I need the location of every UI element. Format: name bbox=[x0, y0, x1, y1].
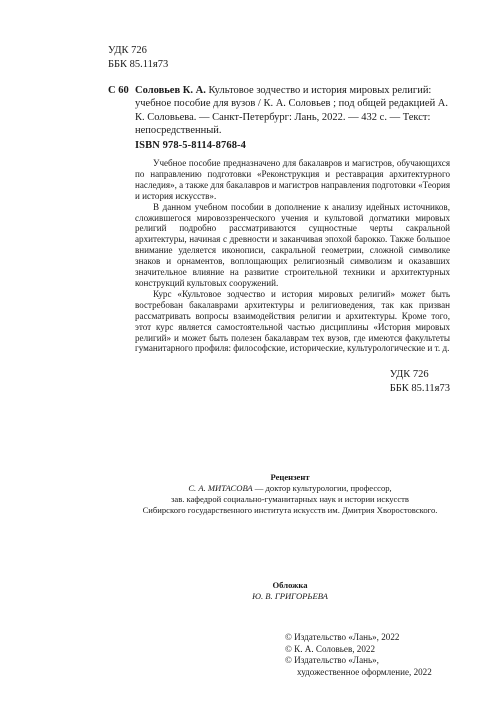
copyright-block bbox=[285, 632, 432, 678]
cover-designer: Ю. В. ГРИГОРЬЕВА bbox=[252, 591, 328, 601]
bibliographic-description bbox=[135, 84, 458, 138]
annotation-paragraph: Курс «Культовое зодчество и история мировых религий» может быть востребован бакалаврами архитектуры и религиоведения, так как призван рассматривать вопросы взаимодействия религии и архитектуры. Кроме того, этот курс является самостоятельной частью дисциплины «История мировых религий» и может быть полезен бакалаврам тех вузов, где имеются факультеты гуманитарного профиля: философские, исторические, культурологические и т. д. bbox=[135, 288, 450, 354]
isbn: ISBN 978-5-8114-8768-4 bbox=[135, 140, 246, 151]
reviewer-line bbox=[120, 483, 460, 494]
reviewer-heading: Рецензент bbox=[270, 472, 310, 482]
bbk-code: ББК 85.11я73 bbox=[389, 383, 450, 394]
bbk-code: ББК 85.11я73 bbox=[108, 59, 169, 70]
reviewer-position: зав. кафедрой социально-гуманитарных наук и истории искусств bbox=[170, 494, 409, 504]
udk-bbk-bottom bbox=[390, 368, 450, 396]
copyright-line: © Издательство «Лань», 2022 bbox=[285, 632, 400, 642]
udk-code: УДК 726 bbox=[108, 45, 147, 56]
annotation bbox=[135, 158, 450, 354]
bibliographic-record bbox=[108, 84, 458, 138]
reviewer-credentials: — доктор культурологии, профессор, bbox=[252, 483, 392, 493]
author-sign: С 60 bbox=[108, 85, 129, 96]
cover-heading: Обложка bbox=[272, 580, 308, 590]
reviewer-block bbox=[120, 472, 460, 516]
annotation-paragraph: В данном учебном пособии в дополнение к анализу идейных источников, сложившегося мировоззренческого учения и культовой догматики мировых религий подробно рассматриваются сущностные черты сакральной архитектуры, начиная с древности и заканчивая эпохой барокко. Также большое внимание уделяется иконописи, сакральной геометрии, сложной символике знаков и орнаментов, воплощающих религиозный символизм и оказавших значительное влияние на развитие строительной техники и архитектурных конструкций культовых сооружений. bbox=[135, 201, 450, 288]
copyright-line: художественное оформление, 2022 bbox=[297, 666, 432, 677]
udk-code: УДК 726 bbox=[389, 369, 429, 380]
reviewer-name: С. А. МИТАСОВА bbox=[188, 483, 253, 493]
udk-bbk-top bbox=[108, 44, 168, 72]
reviewer-institution: Сибирского государственного института искусств им. Дмитрия Хворостовского. bbox=[142, 505, 438, 515]
copyright-line: © Издательство «Лань», bbox=[285, 655, 379, 666]
title-description: Культовое зодчество и история мировых религий: учебное пособие для вузов / К. А. Соловьев ; под общей редакцией А. К. Соловьева. — Санкт-Петербург: Лань, 2022. — 432 с. — Текст: непосредственный. bbox=[135, 85, 449, 137]
annotation-paragraph: Учебное пособие предназначено для бакалавров и магистров, обучающихся по направлению подготовки «Реконструкция и реставрация архитектурного наследия», а также для бакалавров и магистров направления подготовки «Теория и история искусств». bbox=[135, 158, 451, 201]
copyright-line: © К. А. Соловьев, 2022 bbox=[285, 643, 375, 654]
author-name: Соловьев К. А. bbox=[135, 85, 206, 96]
cover-block bbox=[120, 580, 460, 602]
